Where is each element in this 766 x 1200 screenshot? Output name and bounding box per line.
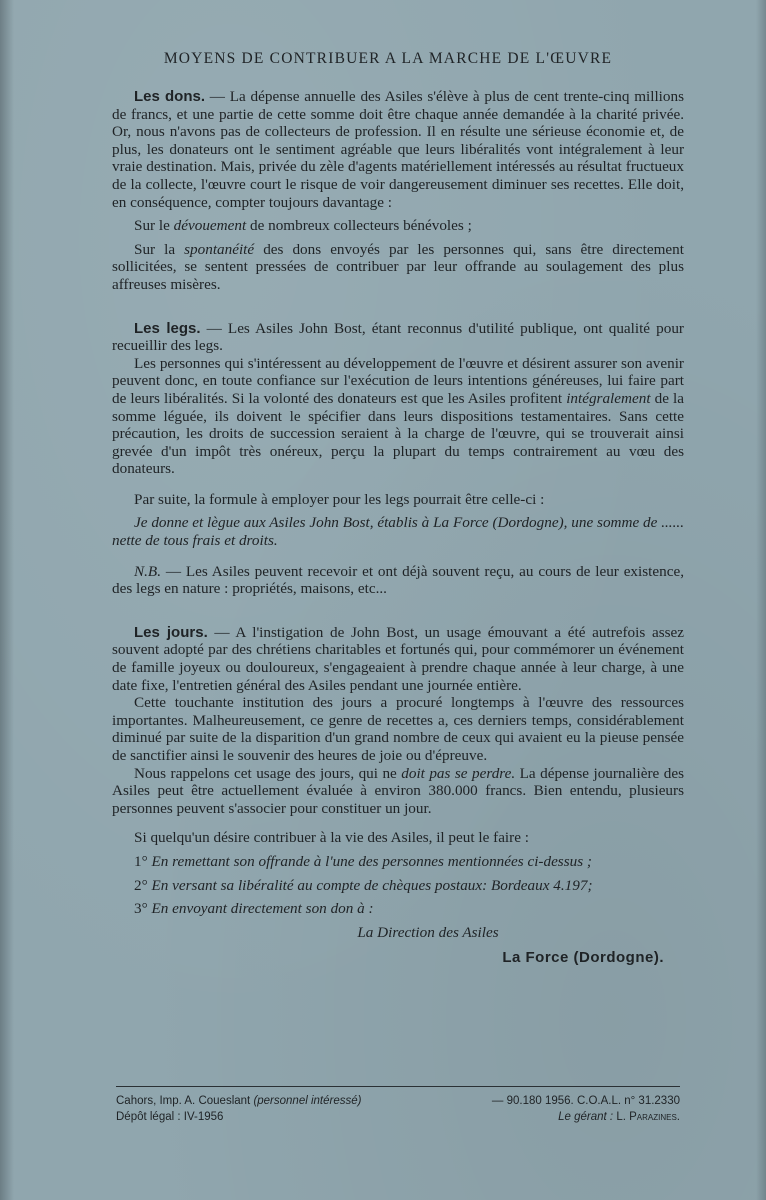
legs-text-2b: de la somme léguée, ils doivent le spécifier dans leurs dispositions testamentaires. Sans cette précaution, les droits de succession seraient à la charge de l'œuvre, qui se trouverait ainsi grevée d'un impôt très onéreux, perçu la plupart du temps contrairement au vœu des donateurs. [112, 389, 685, 478]
dons-paragraph-2 [112, 217, 684, 235]
legs-heading: Les legs. [134, 319, 201, 337]
footer-legal-deposit: Dépôt légal : IV-1956 [116, 1111, 224, 1123]
dons-text-3b: des dons envoyés par les personnes qui, sans être directement sollicitées, se sentent pressées de contribuer par leur offrande au soulagement des plus affreuses misères. [112, 240, 684, 293]
closing-item-2-number: 2° [134, 876, 148, 894]
jours-paragraph-1 [112, 624, 684, 694]
footer-divider [116, 1086, 680, 1087]
closing-item-3-text: En envoyant directement son don à : [151, 900, 374, 918]
legs-emphasis-integralement: intégralement [566, 389, 651, 407]
section-jours [112, 624, 684, 818]
section-closing [112, 829, 684, 967]
footer-line-2 [116, 1109, 680, 1125]
section-legs [112, 320, 684, 598]
legs-text-1: — Les Asiles John Bost, étant reconnus d'utilité publique, ont qualité pour recueillir des legs. [112, 319, 684, 355]
page-left-shadow [0, 0, 14, 1200]
legs-nb [112, 563, 684, 598]
dons-text-2a: Sur le [134, 217, 174, 235]
dons-paragraph-1 [112, 88, 684, 211]
closing-item-1-number: 1° [134, 852, 148, 870]
legs-paragraph-1 [112, 320, 684, 355]
legs-formula-text: Je donne et lègue aux Asiles John Bost, établis à La Force (Dordogne), une somme de ...... nette de tous frais et droits. [112, 514, 684, 550]
footer-manager-label: Le gérant : [558, 1111, 614, 1123]
dons-paragraph-3 [112, 241, 684, 294]
jours-text-3a: Nous rappelons cet usage des jours, qui ne [134, 764, 402, 782]
page-right-shadow [756, 0, 766, 1200]
signature-location: La Force (Dordogne). [502, 949, 664, 967]
legs-text-2a: Les personnes qui s'intéressent au développement de l'œuvre et désirent assurer son avenir peuvent donc, en toute confiance sur l'exécution de leurs intentions généreuses, lui faire part de leurs libéralités. Si la volonté des donateurs est que les Asiles profitent [112, 354, 684, 407]
closing-item-3-number: 3° [134, 900, 148, 918]
page-title: MOYENS DE CONTRIBUER A LA MARCHE DE L'ŒUVRE [163, 50, 613, 67]
jours-text-1: — A l'instigation de John Bost, un usage émouvant a été autrefois assez souvent adopté par des chrétiens charitables et fortunés qui, pour commémorer un événement de famille joyeux ou douloureux, s'engageaient à prendre chaque année à leur charge, à une date fixe, l'entretien général des Asiles pendant une journée entière. [112, 623, 684, 694]
dons-emphasis-spontaneite: spontanéité [184, 240, 255, 258]
jours-paragraph-2: Cette touchante institution des jours a procuré longtemps à l'œuvre des ressources importantes. Malheureusement, ce genre de recettes a, ces derniers temps, considérablement diminué par suite de la disparition d'un grand nombre de ceux qui avaient eu la pieuse pensée de sanctifier ainsi le souvenir des heures de joie ou d'épreuve. [112, 694, 684, 764]
legs-formula [112, 514, 684, 549]
content [112, 50, 684, 967]
footer-manager [558, 1109, 680, 1125]
footer-printer-ref: — 90.180 1956. C.O.A.L. n° 31.2330 [491, 1095, 680, 1107]
footer-printer [116, 1093, 361, 1109]
closing-intro: Si quelqu'un désire contribuer à la vie des Asiles, il peut le faire : [134, 829, 529, 847]
dons-text-1: — La dépense annuelle des Asiles s'élève à plus de cent trente-cinq millions de francs, et une partie de cette somme doit être chaque année demandée à la charité privée. Or, nous n'avons pas de collecteurs de profession. Il en résulte une sérieuse économie et, de plus, les donateurs ont le sentiment agréable que leurs libéralités vont intégralement à leur vraie destination. Mais, privée du zèle d'agents matériellement intéressés au résultat fructueux de la collecte, l'œuvre court le risque de voir dangereusement diminuer ses recettes. Elle doit, en conséquence, compter toujours davantage : [112, 88, 684, 211]
imprint-footer [116, 1086, 680, 1125]
section-dons [112, 88, 684, 294]
dons-text-3a: Sur la [134, 240, 185, 258]
legs-paragraph-2 [112, 355, 684, 478]
jours-emphasis-perdre: doit pas se perdre. [401, 764, 516, 782]
footer-printer-note: (personnel intéressé) [253, 1095, 362, 1107]
legs-nb-label: N.B. [134, 562, 162, 580]
closing-item-2 [112, 877, 684, 895]
legs-nb-text: — Les Asiles peuvent recevoir et ont déjà souvent reçu, au cours de leur existence, des legs en nature : propriétés, maisons, etc... [112, 562, 684, 598]
footer-printer-name: Cahors, Imp. A. Coueslant [116, 1095, 251, 1107]
dons-heading: Les dons. [134, 88, 205, 105]
jours-text-3b: La dépense journalière des Asiles peut être actuellement évaluée à environ 380.000 francs. Bien entendu, plusieurs personnes peuvent s'associer pour constituer un jour. [112, 764, 684, 817]
closing-item-2-text: En versant sa libéralité au compte de chèques postaux: Bordeaux 4.197; [151, 876, 593, 894]
closing-item-1-text: En remettant son offrande à l'une des personnes mentionnées ci-dessus ; [151, 852, 592, 870]
legs-paragraph-3: Par suite, la formule à employer pour les legs pourrait être celle-ci : [134, 490, 545, 508]
dons-text-2b: de nombreux collecteurs bénévoles ; [246, 217, 472, 235]
footer-manager-name: L. Parazines. [616, 1111, 680, 1123]
dons-emphasis-devouement: dévouement [173, 217, 247, 235]
jours-paragraph-3 [112, 765, 684, 818]
signature-direction: La Direction des Asiles [357, 923, 499, 941]
closing-item-1 [112, 853, 684, 871]
closing-item-3 [112, 900, 684, 918]
footer-line-1 [116, 1093, 680, 1109]
jours-heading: Les jours. [134, 623, 208, 641]
